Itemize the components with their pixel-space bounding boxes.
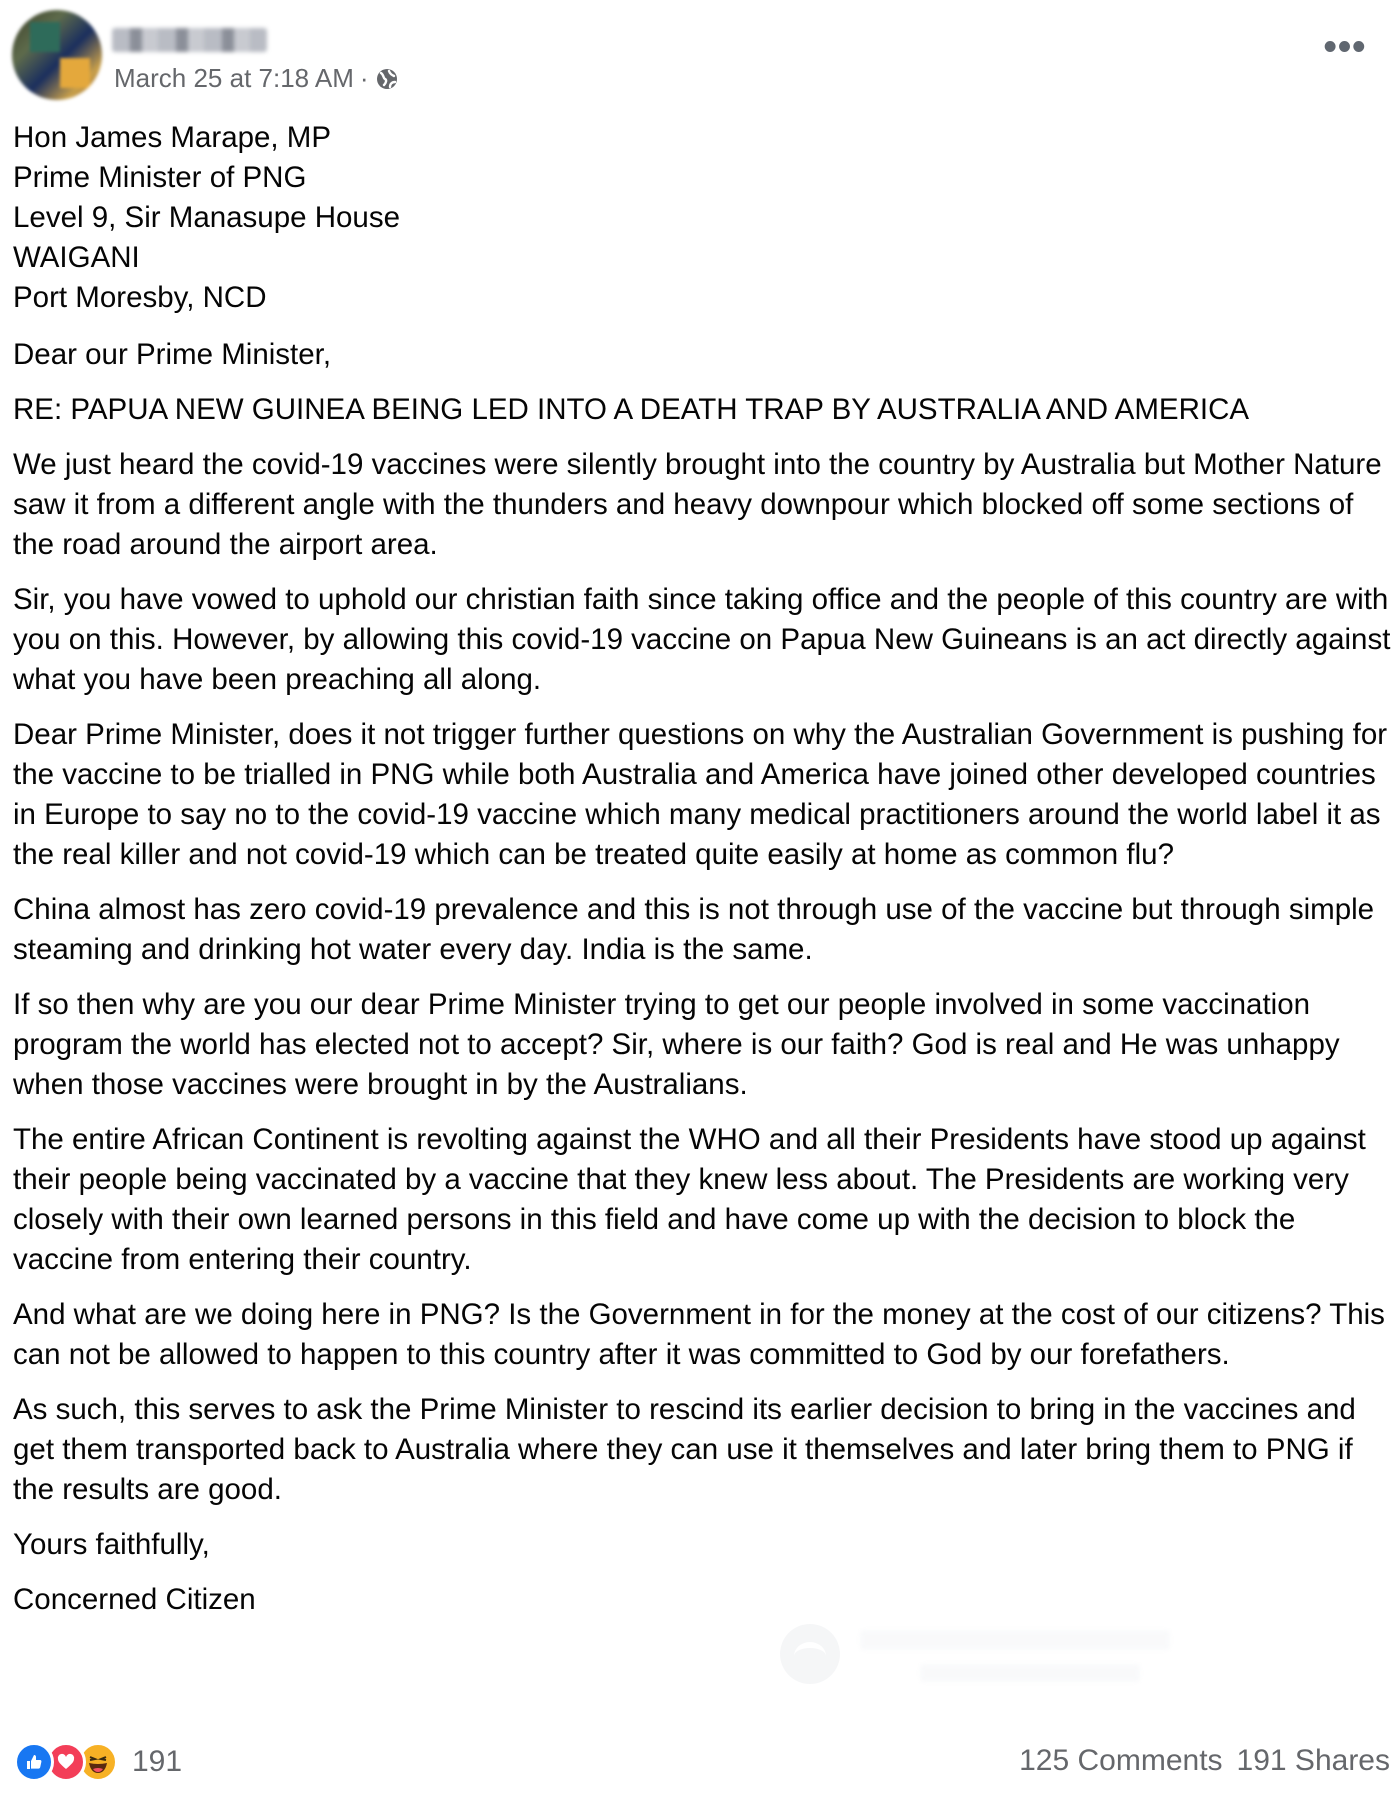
address-line: Prime Minister of PNG bbox=[13, 161, 307, 194]
signature: Concerned Citizen bbox=[13, 1583, 256, 1616]
shares-count-link[interactable]: 191 Shares bbox=[1236, 1744, 1390, 1777]
paragraph: Sir, you have vowed to uphold our christian faith since taking office and the people of this country are with you on this. However, by allowing this covid-19 vaccine on Papua New Guineans is an act directly against what you have been preaching all along. bbox=[13, 583, 1391, 696]
post-meta bbox=[114, 62, 399, 94]
paragraph: As such, this serves to ask the Prime Minister to rescind its earlier decision to bring in the vaccines and get them transported back to Australia where they can use it themselves and later bring them to PNG if the results are good. bbox=[13, 1393, 1356, 1506]
paragraph: If so then why are you our dear Prime Minister trying to get our people involved in some vaccination program the world has elected not to accept? Sir, where is our faith? God is real and He was unhappy when those vaccines were brought in by the Australians. bbox=[13, 988, 1340, 1101]
address-line: Hon James Marape, MP bbox=[13, 121, 332, 154]
paragraph: China almost has zero covid-19 prevalence and this is not through use of the vaccine but through simple steaming and drinking hot water every day. India is the same. bbox=[13, 893, 1375, 966]
watermark-text-blurred bbox=[860, 1630, 1170, 1650]
watermark-logo-icon bbox=[780, 1624, 840, 1684]
paragraph: And what are we doing here in PNG? Is the Government in for the money at the cost of our citizens? This can not be allowed to happen to this country after it was committed to God by our forefathers. bbox=[13, 1298, 1385, 1371]
watermark-text-blurred bbox=[920, 1664, 1140, 1682]
paragraph: We just heard the covid-19 vaccines were silently brought into the country by Australia but Mother Nature saw it from a different angle with the thunders and heavy downpour which blocked off some sections of the road around the airport area. bbox=[13, 448, 1382, 561]
like-icon bbox=[14, 1742, 54, 1782]
more-options-icon[interactable]: ••• bbox=[1323, 26, 1367, 68]
globe-icon[interactable] bbox=[375, 66, 399, 90]
meta-separator: · bbox=[359, 63, 369, 93]
subject-line: RE: PAPUA NEW GUINEA BEING LED INTO A DEATH TRAP BY AUSTRALIA AND AMERICA bbox=[13, 393, 1250, 426]
salutation: Dear our Prime Minister, bbox=[13, 338, 332, 371]
address-block bbox=[13, 118, 1393, 318]
address-line: Level 9, Sir Manasupe House bbox=[13, 201, 401, 234]
reaction-count[interactable]: 191 bbox=[132, 1745, 183, 1778]
address-line: Port Moresby, NCD bbox=[13, 281, 267, 314]
closing: Yours faithfully, bbox=[13, 1528, 210, 1561]
paragraph: Dear Prime Minister, does it not trigger further questions on why the Australian Government is pushing for the vaccine to be trialled in PNG while both Australia and America have joined other developed countries in Europe to say no to the covid-19 vaccine which many medical practitioners around the world label it as the real killer and not covid-19 which can be treated quite easily at home as common flu? bbox=[13, 718, 1388, 871]
avatar[interactable] bbox=[12, 10, 102, 100]
post-body bbox=[13, 118, 1393, 1635]
author-name-blurred[interactable] bbox=[112, 28, 267, 52]
reactions-summary[interactable] bbox=[14, 1740, 182, 1784]
address-line: WAIGANI bbox=[13, 241, 140, 274]
engagement-stats bbox=[1019, 1744, 1390, 1778]
paragraph: The entire African Continent is revolting against the WHO and all their Presidents have stood up against their people being vaccinated by a vaccine that they knew less about. The Presidents are working very closely with their own learned persons in this field and have come up with the decision to block the vaccine from entering their country. bbox=[13, 1123, 1366, 1276]
comments-count-link[interactable]: 125 Comments bbox=[1019, 1744, 1223, 1777]
post-timestamp[interactable]: March 25 at 7:18 AM bbox=[114, 63, 354, 93]
watermark bbox=[780, 1620, 1180, 1710]
